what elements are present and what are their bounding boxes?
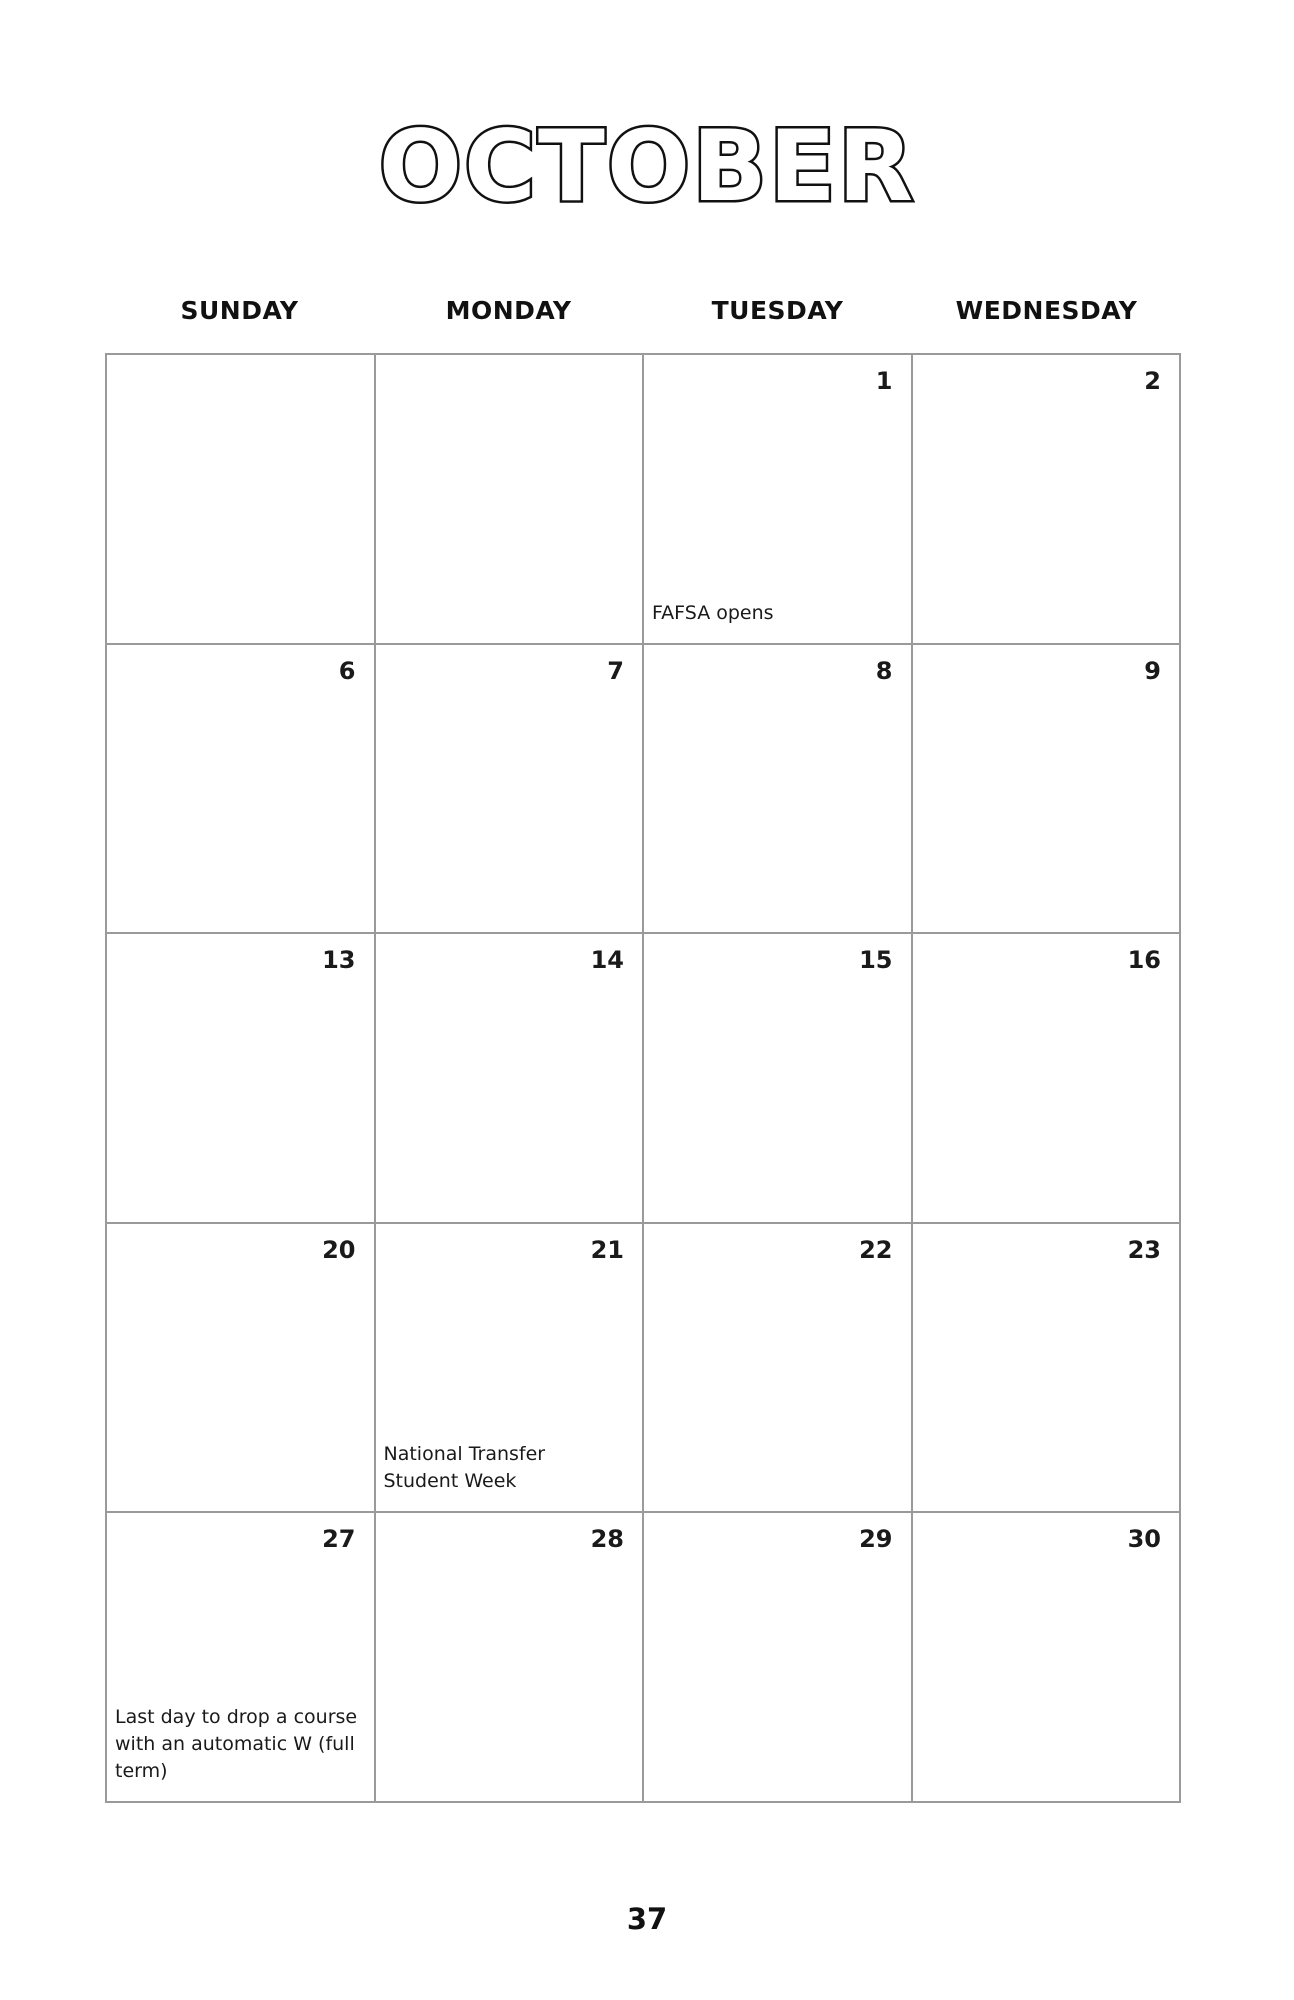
day-cell	[376, 1224, 645, 1514]
day-cell	[913, 1513, 1182, 1803]
day-cell	[376, 934, 645, 1224]
day-cell	[376, 355, 645, 645]
day-number: 21	[590, 1235, 624, 1264]
day-cell	[107, 1224, 376, 1514]
day-cell	[644, 1224, 913, 1514]
day-cell	[107, 645, 376, 935]
day-cell	[913, 934, 1182, 1224]
day-cell	[644, 645, 913, 935]
day-number: 13	[322, 946, 356, 975]
day-cell	[644, 1513, 913, 1803]
day-number: 7	[607, 656, 624, 685]
day-cell	[644, 934, 913, 1224]
day-cell	[107, 1513, 376, 1803]
day-number: 22	[859, 1235, 893, 1264]
weekday-sunday: SUNDAY	[180, 296, 299, 325]
day-number: 1	[875, 367, 893, 395]
day-number: 6	[338, 656, 356, 685]
day-number: 23	[1127, 1235, 1161, 1264]
day-number: 8	[875, 656, 893, 685]
day-number: 9	[1144, 656, 1161, 685]
weekday-monday: MONDAY	[445, 296, 572, 325]
day-number: 29	[859, 1525, 893, 1554]
day-cell	[913, 355, 1182, 645]
day-cell	[376, 1513, 645, 1803]
day-event: FAFSA opens	[652, 601, 774, 624]
weekday-tuesday: TUESDAY	[711, 296, 844, 325]
day-event: National Transfer Student Week	[383, 1443, 546, 1493]
day-number: 28	[590, 1525, 624, 1554]
day-cell	[376, 645, 645, 935]
day-cell	[107, 934, 376, 1224]
day-cell	[913, 1224, 1182, 1514]
day-cell	[644, 355, 913, 645]
day-number: 16	[1127, 946, 1161, 975]
day-number: 27	[322, 1525, 356, 1554]
page-number: 37	[626, 1902, 668, 1936]
calendar-grid	[105, 353, 1181, 1803]
day-number: 20	[322, 1235, 356, 1264]
day-number: 30	[1127, 1525, 1161, 1554]
day-number: 15	[859, 946, 893, 975]
weekday-header	[105, 296, 1181, 325]
day-number: 14	[590, 946, 624, 975]
day-cell	[107, 355, 376, 645]
day-number: 2	[1144, 367, 1161, 395]
month-title: OCTOBER	[378, 110, 916, 224]
day-cell	[913, 645, 1182, 935]
day-event: Last day to drop a course with an automatic W (full term)	[115, 1706, 358, 1782]
weekday-wednesday: WEDNESDAY	[955, 296, 1138, 325]
